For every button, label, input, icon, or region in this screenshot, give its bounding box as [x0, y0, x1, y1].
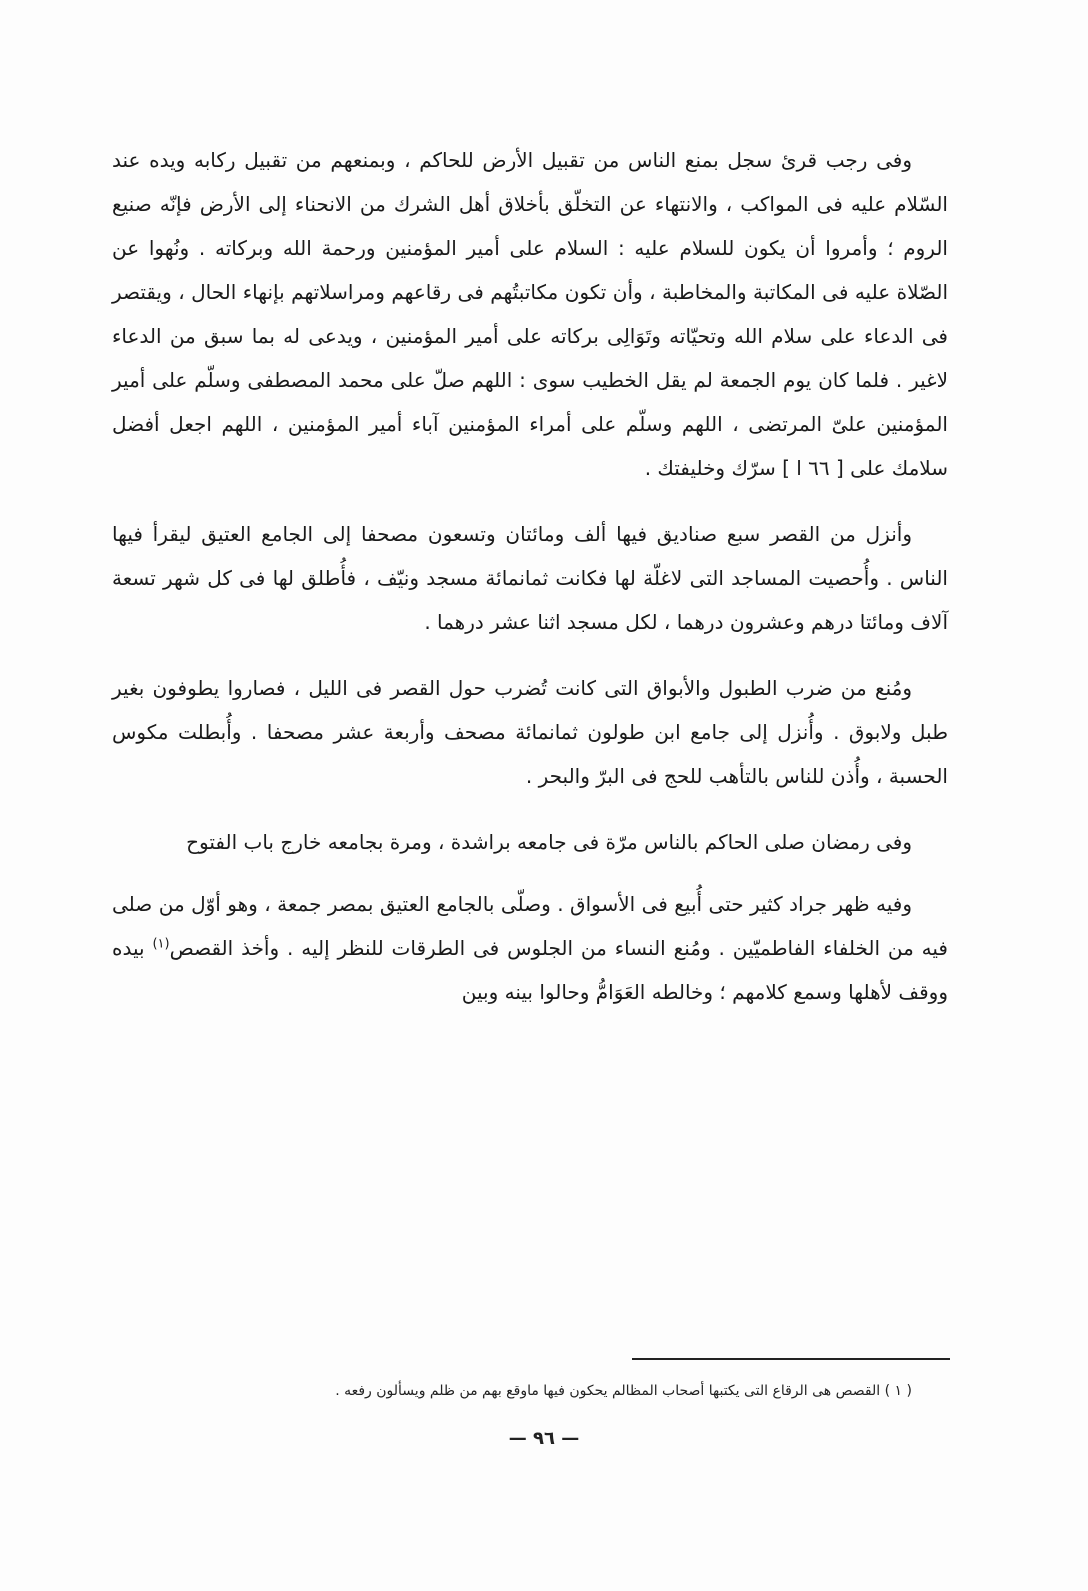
- paragraph-2: وأنزل من القصر سبع صناديق فيها ألف ومائتان وتسعون مصحفا إلى الجامع العتيق ليقرأ فيها الناس . وأُحصيت المساجد التى لاغلّة لها فكانت ثمانمائة مسجد ونيّف ، فأُطلق لها فى كل شهر تسعة آلاف ومائتا درهم وعشرون درهما ، لكل مسجد اثنا عشر درهما .: [112, 522, 948, 634]
- paragraph-4: وفى رمضان صلى الحاكم بالناس مرّة فى جامعه براشدة ، ومرة بجامعه خارج باب الفتوح: [186, 830, 912, 854]
- page-number: — ٩٦ —: [508, 1428, 580, 1449]
- main-text: [112, 138, 948, 1036]
- paragraph-5-start: وفيه ظهر جراد كثير حتى أُبيع فى الأسواق . وصلّى بالجامع العتيق بمصر جمعة ، وهو أوّل من صلى فيه من الخلفاء الفاطميّين . ومُنع النساء من الجلوس فى الطرقات للنظر إليه . وأخذ القصص: [112, 892, 948, 960]
- footnote-reference: (١): [152, 936, 170, 952]
- footnote-divider: [632, 1358, 950, 1360]
- paragraph-5: [112, 882, 948, 1014]
- paragraph-1: وفى رجب قرئ سجل بمنع الناس من تقبيل الأرض للحاكم ، وبمنعهم من تقبيل ركابه ويده عند السّلام عليه فى المواكب ، والانتهاء عن التخلّق بأخلاق أهل الشرك من الانحناء إلى الأرض فإنّه صنيع الروم ؛ وأمروا أن يكون للسلام عليه : السلام على أمير المؤمنين ورحمة الله وبركاته . ونُهوا عن الصّلاة عليه فى المكاتبة والمخاطبة ، وأن تكون مكاتبتُهم فى رقاعهم ومراسلاتهم بإنهاء الحال ، ويقتصر فى الدعاء على سلام الله وتحيّاته وتَوَالِى بركاته على أمير المؤمنين ، ويدعى له بما سبق من الدعاء لاغير . فلما كان يوم الجمعة لم يقل الخطيب سوى : اللهم صلّ على محمد المصطفى وسلّم على أمير المؤمنين علىّ المرتضى ، اللهم وسلّم على أمراء المؤمنين آباء أمير المؤمنين ، اللهم اجعل أفضل سلامك على [ ٦٦ ا ] سرّك وخليفتك .: [112, 148, 948, 480]
- footnote: ( ١ ) القصص هى الرقاع التى يكتبها أصحاب المظالم يحكون فيها ماوقع بهم من ظلم ويسألون رفعه .: [335, 1383, 912, 1399]
- paragraph-3: ومُنع من ضرب الطبول والأبواق التى كانت تُضرب حول القصر فى الليل ، فصاروا يطوفون بغير طبل ولابوق . وأُنزل إلى جامع ابن طولون ثمانمائة مصحف وأربعة عشر مصحفا . وأُبطلت مكوس الحسبة ، وأُذن للناس بالتأهب للحج فى البرّ والبحر .: [112, 676, 948, 788]
- paragraph-5-end: بيده ووقف لأهلها وسمع كلامهم ؛ وخالطه العَوَامُّ وحالوا بينه وبين: [112, 936, 948, 1004]
